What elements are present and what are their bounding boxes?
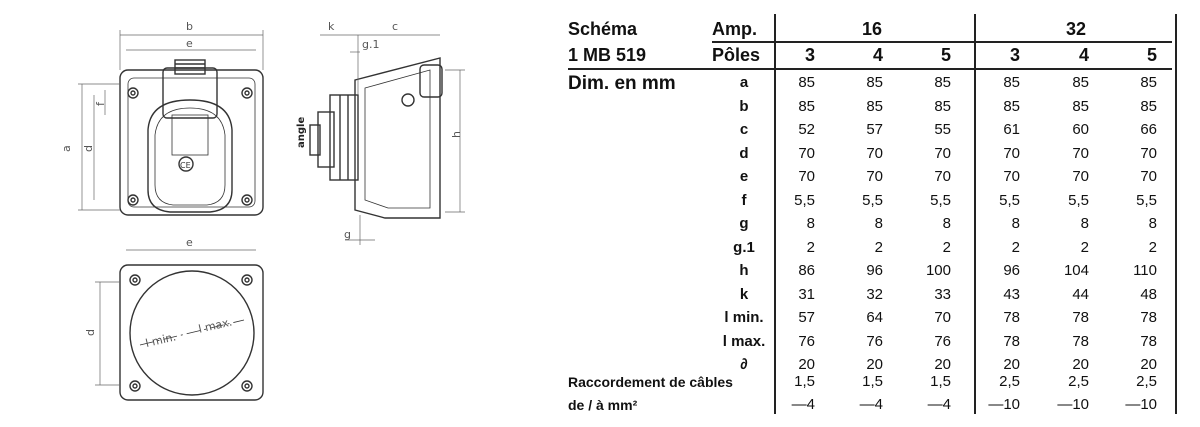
table-cell: 70: [798, 168, 815, 185]
table-cell: 5,5: [1136, 191, 1157, 209]
table-cell: 2: [1148, 238, 1157, 256]
poles-value: 5: [1146, 45, 1157, 65]
table-cell: 5,5: [1068, 191, 1089, 209]
cable-cell: —4: [927, 396, 951, 413]
table-cell: 61: [1003, 121, 1020, 138]
table-cell: 104: [1063, 262, 1089, 279]
table-cell: 70: [1003, 168, 1020, 185]
table-cell: 2: [1080, 238, 1089, 256]
dim-label-a: a: [60, 145, 73, 152]
table-cell: 85: [1072, 97, 1089, 115]
table-cell: 70: [934, 168, 951, 185]
side-view: [310, 58, 442, 218]
dim-label-d-top: d: [82, 145, 95, 152]
table-cell: 85: [1072, 74, 1089, 91]
table-cell: 70: [934, 309, 951, 326]
poles-value: 4: [1078, 45, 1089, 65]
row-label: a: [739, 74, 749, 91]
dim-label-c: c: [392, 20, 399, 33]
table-cell: 85: [1003, 74, 1020, 91]
cable-cell: 1,5: [930, 373, 951, 390]
table-cell: 85: [866, 97, 883, 115]
amp-header: Amp.: [712, 19, 757, 39]
row-label: h: [739, 262, 749, 279]
cable-cell: —10: [1125, 396, 1157, 413]
table-cell: 20: [1003, 356, 1020, 373]
row-label: f: [741, 191, 747, 209]
table-cell: 78: [1072, 309, 1089, 326]
front-view: [120, 60, 263, 215]
table-cell: 32: [866, 285, 883, 303]
table-cell: 70: [1140, 168, 1157, 185]
cable-cell: —4: [859, 396, 883, 413]
table-cell: 5,5: [794, 191, 815, 209]
cable-label-line1: Raccordement de câbles: [568, 374, 733, 390]
table-cell: 66: [1140, 121, 1157, 138]
row-label: l max.: [722, 332, 766, 350]
table-cell: 60: [1072, 121, 1089, 138]
table-cell: 8: [1080, 215, 1089, 232]
table-cell: 76: [866, 332, 883, 350]
row-label: k: [739, 285, 749, 303]
table-cell: 85: [798, 97, 815, 115]
cable-cell: —10: [988, 396, 1020, 413]
table-cell: 76: [798, 332, 815, 350]
table-cell: 20: [1072, 356, 1089, 373]
amp-32-header: 32: [1066, 19, 1087, 39]
table-cell: 85: [934, 97, 951, 115]
dimension-unit-label: Dim. en mm: [568, 73, 676, 94]
amp-16-header: 16: [862, 19, 883, 39]
table-cell: 85: [1003, 97, 1020, 115]
table-cell: 5,5: [930, 191, 951, 209]
product-code: 1 MB 519: [568, 45, 647, 65]
table-cell: 20: [1140, 356, 1157, 373]
table-cell: 33: [934, 285, 951, 303]
dim-label-b: b: [186, 20, 193, 33]
table-cell: 78: [1003, 332, 1020, 350]
table-cell: 85: [1140, 97, 1157, 115]
table-cell: 8: [1148, 215, 1157, 232]
table-cell: 57: [798, 309, 815, 326]
table-cell: 85: [866, 74, 883, 91]
table-cell: 20: [934, 356, 951, 373]
dim-label-f: f: [94, 102, 107, 106]
table-cell: 100: [925, 262, 951, 279]
table-cell: 85: [798, 74, 815, 91]
table-cell: 8: [806, 215, 815, 232]
table-cell: 70: [798, 144, 815, 162]
table-cell: 8: [942, 215, 951, 232]
table-cell: 20: [798, 356, 815, 373]
poles-value: 3: [1009, 45, 1020, 65]
table-cell: 76: [934, 332, 951, 350]
table-cell: 2: [1011, 238, 1020, 256]
table-cell: 96: [866, 262, 883, 279]
row-label: c: [739, 121, 749, 138]
header-divider-upper: [712, 41, 1172, 43]
panel-cutout-view: [120, 265, 263, 400]
table-cell: 43: [1003, 285, 1020, 303]
table-cell: 70: [866, 168, 883, 185]
table-cell: 44: [1072, 285, 1089, 303]
table-cell: 78: [1140, 309, 1157, 326]
dim-label-g1: g.1: [362, 38, 380, 51]
dim-label-h: h: [450, 131, 463, 138]
table-cell: 70: [1072, 168, 1089, 185]
cable-cell: —4: [791, 396, 815, 413]
table-cell: 5,5: [862, 191, 883, 209]
table-cell: 8: [874, 215, 883, 232]
table-cell: 78: [1140, 332, 1157, 350]
svg-text:CE: CE: [180, 161, 191, 170]
row-label: d: [739, 144, 749, 162]
table-cell: 31: [798, 285, 815, 303]
dim-label-angle: angle: [296, 116, 307, 148]
dim-label-k: k: [328, 20, 335, 33]
table-cell: 2: [874, 238, 883, 256]
table-cell: 96: [1003, 262, 1020, 279]
table-cell: 70: [1003, 144, 1020, 162]
table-cell: 64: [866, 309, 883, 326]
table-cell: 5,5: [999, 191, 1020, 209]
poles-value: 3: [804, 45, 815, 65]
table-cell: 2: [942, 238, 951, 256]
cable-cell: 2,5: [1068, 373, 1089, 390]
dim-label-g: g: [344, 228, 351, 241]
table-cell: 52: [798, 121, 815, 138]
schema-title: Schéma: [568, 19, 638, 39]
dim-label-e-bottom: e: [186, 236, 193, 249]
table-cell: 20: [866, 356, 883, 373]
cable-cell: 2,5: [1136, 373, 1157, 390]
cable-cell: 1,5: [794, 373, 815, 390]
table-cell: 85: [934, 74, 951, 91]
table-cell: 110: [1133, 262, 1157, 279]
row-label: l min.: [724, 309, 764, 326]
column-divider-right: [1175, 14, 1177, 414]
table-cell: 70: [866, 144, 883, 162]
cable-cell: 2,5: [999, 373, 1020, 390]
table-cell: 86: [798, 262, 815, 279]
row-label: g.1: [733, 238, 755, 256]
header-divider-lower: [568, 68, 1172, 70]
table-cell: 2: [806, 238, 815, 256]
dim-label-lmin: l min.: [144, 330, 178, 350]
poles-value: 4: [872, 45, 883, 65]
dim-label-lmax: l max.: [197, 315, 234, 336]
table-cell: 48: [1140, 285, 1157, 303]
table-cell: 70: [1072, 144, 1089, 162]
cable-cell: 1,5: [862, 373, 883, 390]
table-cell: 85: [1140, 74, 1157, 91]
row-label: g: [739, 215, 749, 232]
table-cell: 78: [1072, 332, 1089, 350]
row-label: b: [739, 97, 749, 115]
dim-label-e-top: e: [186, 37, 193, 50]
table-cell: 8: [1011, 215, 1020, 232]
poles-value: 5: [940, 45, 951, 65]
poles-header: Pôles: [712, 45, 761, 65]
cable-cell: —10: [1057, 396, 1089, 413]
row-label: e: [739, 168, 749, 185]
technical-drawing: [0, 0, 550, 427]
table-cell: 70: [1140, 144, 1157, 162]
table-cell: 78: [1003, 309, 1020, 326]
table-cell: 55: [934, 121, 951, 138]
cable-label-line2: de / à mm²: [568, 397, 638, 413]
dim-label-d-bottom: d: [84, 329, 97, 336]
table-cell: 57: [866, 121, 883, 138]
row-label: ∂: [740, 356, 748, 373]
table-cell: 70: [934, 144, 951, 162]
